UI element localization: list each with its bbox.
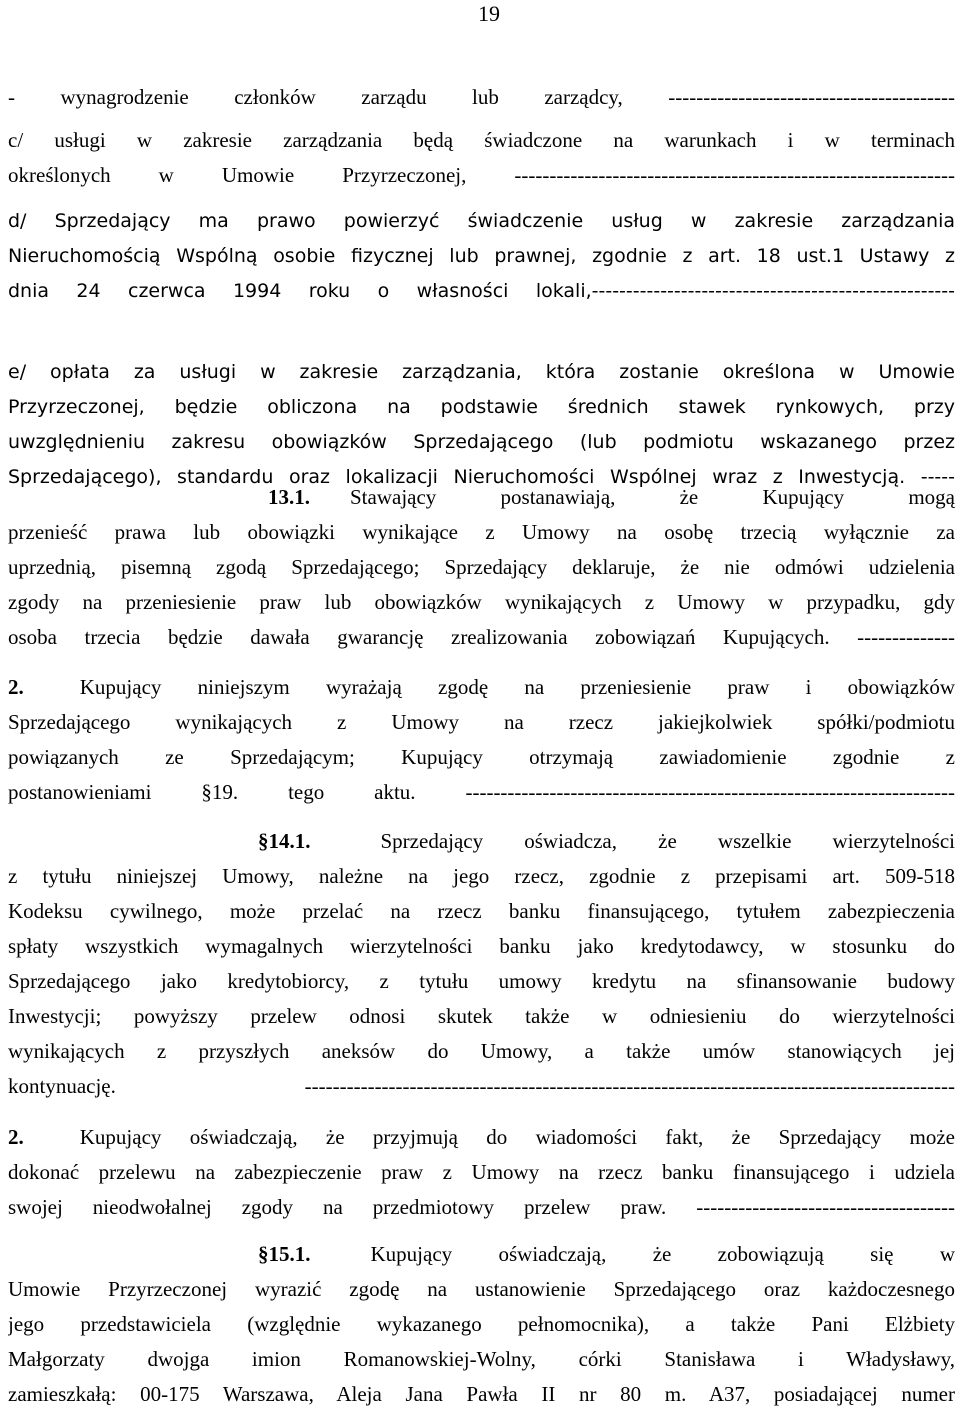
text-line: Przyrzeczonej, będzie obliczona na podstawie średnich stawek rynkowych, przy — [8, 396, 955, 418]
section-14-1 — [8, 824, 955, 1104]
section-first-line-text: Kupujący oświadczają, że zobowiązują się w — [370, 1242, 955, 1266]
list-item-d — [8, 204, 955, 309]
text-line: postanowieniami §19. tego aktu. ---------------------------------------------------------------------- — [8, 780, 955, 804]
text-line: powiązanych ze Sprzedającym; Kupujący otrzymają zawiadomienie zgodnie z — [8, 745, 955, 769]
text-line: uwzględnieniu zakresu obowiązków Sprzedającego (lub podmiotu wskazanego przez — [8, 431, 955, 453]
text-line: jego przedstawiciela (względnie wykazanego pełnomocnika), a także Pani Elżbiety — [8, 1312, 955, 1336]
text-line: przenieść prawa lub obowiązki wynikające z Umowy na osobę trzecią wyłącznie za — [8, 520, 955, 544]
text-line: - wynagrodzenie członków zarządu lub zarządcy, ----------------------------------------- — [8, 85, 955, 109]
text-line: wynikających z przyszłych aneksów do Umowy, a także umów stanowiących jej — [8, 1039, 955, 1063]
section-number: 13.1. — [268, 485, 310, 509]
text-line: Umowie Przyrzeczonej wyrazić zgodę na ustanowienie Sprzedającego oraz każdoczesnego — [8, 1277, 955, 1301]
text-line: Sprzedającego wynikających z Umowy na rzecz jakiejkolwiek spółki/podmiotu — [8, 710, 955, 734]
section-first-line — [8, 1120, 955, 1155]
text-line: zgody na przeniesienie praw lub obowiązków wynikających z Umowy w przypadku, gdy — [8, 590, 955, 614]
text-line: Nieruchomością Wspólną osobie fizycznej lub prawnej, zgodnie z art. 18 ust.1 Ustawy z — [8, 245, 955, 267]
text-line: kontynuację. --------------------------------------------------------------------------------------------- — [8, 1074, 955, 1098]
text-line: swojej nieodwołalnej zgody na przedmiotowy przelew praw. ------------------------------------- — [8, 1195, 955, 1219]
text-line: Kodeksu cywilnego, może przelać na rzecz banku finansującego, tytułem zabezpieczenia — [8, 899, 955, 923]
text-line: dnia 24 czerwca 1994 roku o własności lokali,----------------------------------------------------- — [8, 280, 955, 302]
list-item-c — [8, 123, 955, 193]
section-number: §15.1. — [258, 1242, 311, 1266]
text-line: Sprzedającego), standardu oraz lokalizacji Nieruchomości Wspólnej wraz z Inwestycją. ----- — [8, 466, 955, 488]
section-first-line-text: Kupujący oświadczają, że przyjmują do wiadomości fakt, że Sprzedający może — [79, 1125, 955, 1149]
text-line: osoba trzecia będzie dawała gwarancję zrealizowania zobowiązań Kupujących. -------------- — [8, 625, 955, 649]
text-line: e/ opłata za usługi w zakresie zarządzania, która zostanie określona w Umowie — [8, 361, 955, 383]
section-first-line — [8, 480, 955, 515]
section-first-line — [8, 1237, 955, 1272]
text-line: c/ usługi w zakresie zarządzania będą świadczone na warunkach i w terminach — [8, 128, 955, 152]
section-15-1 — [8, 1237, 955, 1412]
text-line: Małgorzaty dwojga imion Romanowskiej-Wolny, córki Stanisława i Władysławy, — [8, 1347, 955, 1371]
text-line: określonych w Umowie Przyrzeczonej, --------------------------------------------------------------- — [8, 163, 955, 187]
text-line: zamieszkałą: 00-175 Warszawa, Aleja Jana Pawła II nr 80 m. A37, posiadającej numer — [8, 1382, 955, 1406]
text-line: Inwestycji; powyższy przelew odnosi skutek także w odniesieniu do wierzytelności — [8, 1004, 955, 1028]
list-item-e — [8, 355, 955, 495]
page-number: 19 — [478, 1, 500, 26]
section-first-line-text: Kupujący niniejszym wyrażają zgodę na przeniesienie praw i obowiązków — [79, 675, 955, 699]
section-number: 2. — [8, 675, 24, 699]
section-number: 2. — [8, 1125, 24, 1149]
section-first-line-text: Stawający postanawiają, że Kupujący mogą — [350, 485, 955, 509]
text-line: uprzednią, pisemną zgodą Sprzedającego; Sprzedający deklaruje, że nie odmówi udzielenia — [8, 555, 955, 579]
list-item-b — [8, 80, 955, 115]
section-number: §14.1. — [258, 829, 311, 853]
text-line: z tytułu niniejszej Umowy, należne na jego rzecz, zgodnie z przepisami art. 509-518 — [8, 864, 955, 888]
section-13-1 — [8, 480, 955, 655]
text-line: dokonać przelewu na zabezpieczenie praw z Umowy na rzecz banku finansującego i udziela — [8, 1160, 955, 1184]
section-14-2 — [8, 1120, 955, 1225]
text-line: d/ Sprzedający ma prawo powierzyć świadczenie usług w zakresie zarządzania — [8, 210, 955, 232]
section-first-line-text: Sprzedający oświadcza, że wszelkie wierzytelności — [380, 829, 955, 853]
section-first-line — [8, 824, 955, 859]
section-13-2 — [8, 670, 955, 810]
text-line: spłaty wszystkich wymagalnych wierzytelności banku jako kredytodawcy, w stosunku do — [8, 934, 955, 958]
text-line: Sprzedającego jako kredytobiorcy, z tytułu umowy kredytu na sfinansowanie budowy — [8, 969, 955, 993]
section-first-line — [8, 670, 955, 705]
